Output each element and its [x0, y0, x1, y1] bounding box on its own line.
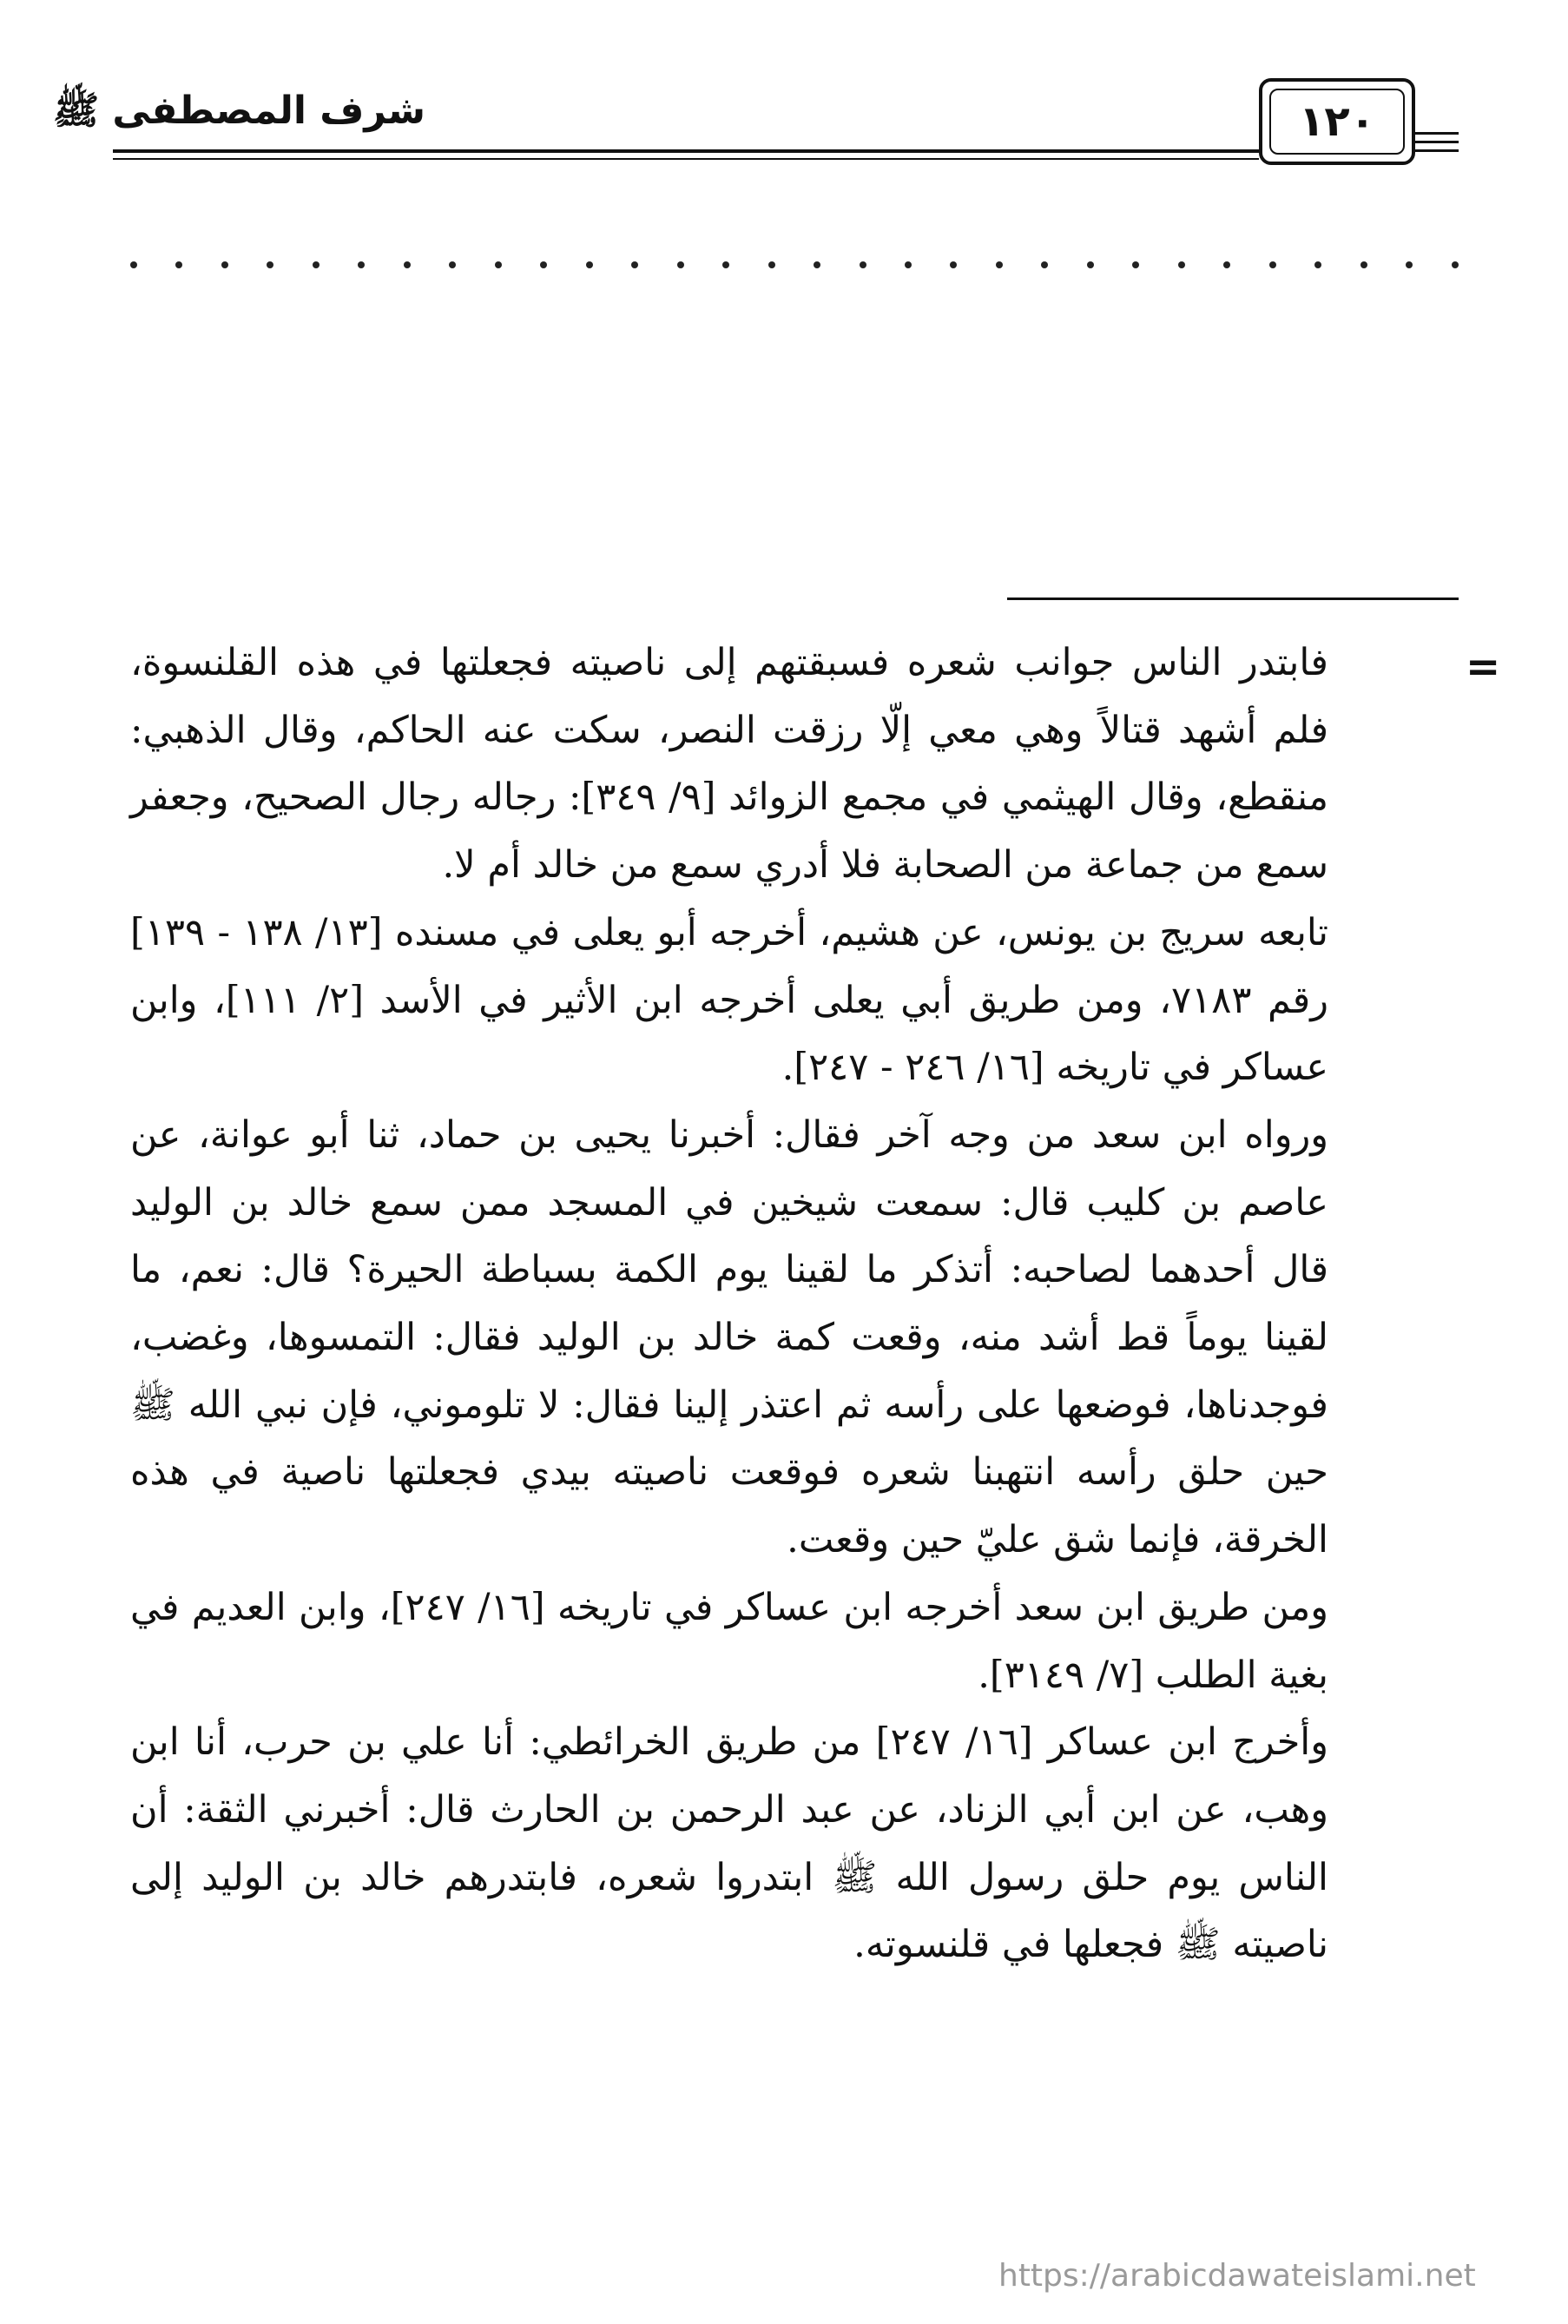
- dotted-separator: [130, 248, 1459, 282]
- footnotes-body: [130, 630, 1328, 1979]
- separator-dot: [404, 261, 411, 268]
- separator-dot: [768, 261, 775, 268]
- separator-dot: [449, 261, 456, 268]
- page-number: ١٢٠: [1269, 89, 1405, 155]
- separator-dot: [540, 261, 547, 268]
- separator-dot: [313, 261, 320, 268]
- separator-dot: [860, 261, 866, 268]
- separator-dot: [1223, 261, 1230, 268]
- separator-dot: [267, 261, 273, 268]
- separator-dot: [130, 261, 137, 268]
- separator-dot: [722, 261, 729, 268]
- header-rule-right: [1415, 149, 1459, 152]
- separator-dot: [586, 261, 593, 268]
- footnote-paragraph: ومن طريق ابن سعد أخرجه ابن عساكر في تاريخه [١٦/ ٢٤٧]، وابن العديم في بغية الطلب [٧/ ٣١٤٩].: [130, 1585, 1329, 1697]
- separator-dot: [1041, 261, 1048, 268]
- separator-dot: [221, 261, 228, 268]
- separator-dot: [814, 261, 820, 268]
- footnote-separator-rule: [1007, 598, 1459, 600]
- separator-dot: [677, 261, 684, 268]
- continuation-mark: =: [1466, 643, 1501, 691]
- header-rule-thick: [113, 149, 1259, 153]
- separator-dot: [358, 261, 365, 268]
- footnote-paragraph: ورواه ابن سعد من وجه آخر فقال: أخبرنا يحيى بن حماد، ثنا أبو عوانة، عن عاصم بن كليب قال: سمعت شيخين في المسجد ممن سمع خالد بن الوليد قال أحدهما لصاحبه: أتذكر ما لقينا يوم الكمة بسباطة الحيرة؟ قال: نعم، ما لقينا يوماً قط أشد منه، وقعت كمة خالد بن الوليد فقال: التمسوها، وغضب، فوجدناها، فوضعها على رأسه ثم اعتذر إلينا فقال: لا تلوموني، فإن نبي الله ﷺ حين حلق رأسه انتهبنا شعره فوقعت ناصيته بيدي فجعلتها ناصية في هذه الخرقة، فإنما شق عليّ حين وقعت.: [130, 1112, 1328, 1562]
- separator-dot: [950, 261, 957, 268]
- separator-dot: [1406, 261, 1413, 268]
- footnote-paragraph: وأخرج ابن عساكر [١٦/ ٢٤٧] من طريق الخرائطي: أنا علي بن حرب، أنا ابن وهب، عن ابن أبي الزناد، عن عبد الرحمن بن الحارث قال: أخبرني الثقة: أن الناس يوم حلق رسول الله ﷺ ابتدروا شعره، فابتدرهم خالد بن الوليد إلى ناصيته ﷺ فجعلها في قلنسوته.: [130, 1720, 1328, 1967]
- separator-dot: [495, 261, 502, 268]
- header-rule-thin: [113, 158, 1259, 160]
- separator-dot: [1178, 261, 1185, 268]
- page-number-frame: [1259, 78, 1415, 165]
- separator-dot: [631, 261, 638, 268]
- page-header: [52, 78, 1459, 174]
- separator-dot: [905, 261, 912, 268]
- separator-dot: [996, 261, 1003, 268]
- separator-dot: [1132, 261, 1139, 268]
- separator-dot: [1314, 261, 1321, 268]
- footnote-paragraph: فابتدر الناس جوانب شعره فسبقتهم إلى ناصيته فجعلتها في هذه القلنسوة، فلم أشهد قتالاً وهي معي إلّا رزقت النصر، سكت عنه الحاكم، وقال الذهبي: منقطع، وقال الهيثمي في مجمع الزوائد [٩/ ٣٤٩]: رجاله رجال الصحيح، وجعفر سمع من جماعة من الصحابة فلا أدري سمع من خالد أم لا.: [130, 641, 1328, 888]
- header-rule-right: [1415, 141, 1459, 143]
- watermark-url: https://arabicdawateislami.net: [998, 2258, 1476, 2294]
- header-rule-right: [1415, 132, 1459, 135]
- separator-dot: [1087, 261, 1094, 268]
- book-title: شرف المصطفى ﷺ: [52, 89, 425, 133]
- separator-dot: [1452, 261, 1459, 268]
- separator-dot: [1269, 261, 1276, 268]
- footnote-paragraph: تابعه سريج بن يونس، عن هشيم، أخرجه أبو يعلى في مسنده [١٣/ ١٣٨ - ١٣٩] رقم ٧١٨٣، ومن طريق أبي يعلى أخرجه ابن الأثير في الأسد [٢/ ١١١]، وابن عساكر في تاريخه [١٦/ ٢٤٦ - ٢٤٧].: [130, 910, 1328, 1090]
- separator-dot: [1360, 261, 1367, 268]
- separator-dot: [175, 261, 182, 268]
